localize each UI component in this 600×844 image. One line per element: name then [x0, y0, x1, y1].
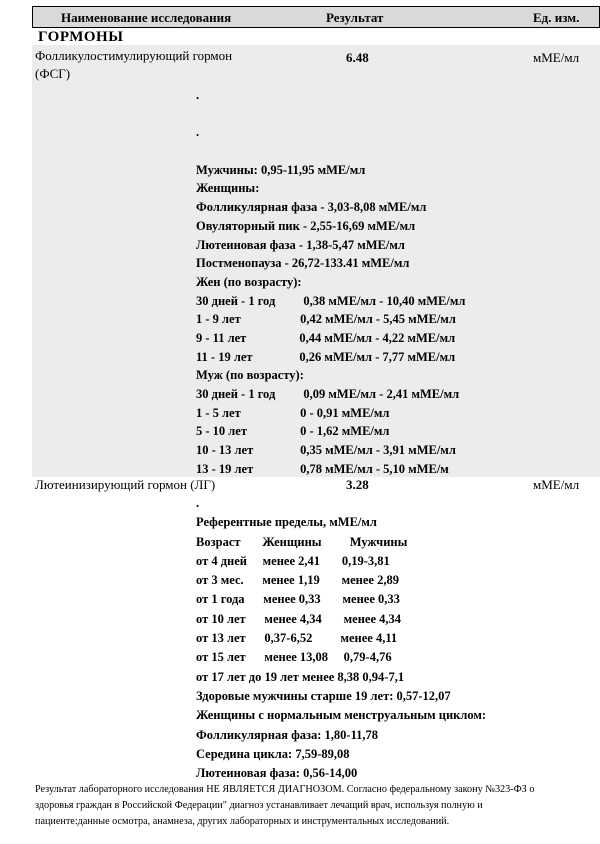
reference-line: Мужчины: 0,95-11,95 мМЕ/мл — [196, 162, 366, 177]
reference-line: 13 - 19 лет 0,78 мМЕ/мл - 5,10 мМЕ/м — [196, 461, 449, 476]
reference-range — [196, 86, 465, 478]
reference-line — [196, 142, 465, 161]
reference-line: Здоровые мужчины старше 19 лет: 0,57-12,07 — [196, 688, 451, 703]
reference-line: 1 - 5 лет 0 - 0,91 мМЕ/мл — [196, 405, 390, 420]
reference-line: 11 - 19 лет 0,26 мМЕ/мл - 7,77 мМЕ/мл — [196, 349, 456, 364]
reference-line: от 4 дней менее 2,41 0,19-3,81 — [196, 553, 390, 568]
test-name — [35, 47, 232, 83]
reference-line: Женщины с нормальным менструальным циклом: — [196, 708, 487, 723]
reference-line: от 17 лет до 19 лет менее 8,38 0,94-7,1 — [196, 669, 405, 684]
reference-line: от 10 лет менее 4,34 менее 4,34 — [196, 611, 402, 626]
reference-line: Женщины: — [196, 181, 260, 196]
column-header-result: Результат — [326, 10, 384, 25]
reference-line: от 13 лет 0,37-6,52 менее 4,11 — [196, 631, 398, 646]
reference-line: 10 - 13 лет 0,35 мМЕ/мл - 3,91 мМЕ/мл — [196, 443, 456, 458]
reference-line: Постменопауза - 26,72-133.41 мМЕ/мл — [196, 256, 410, 271]
reference-line: Возраст Женщины Мужчины — [196, 534, 408, 549]
test-result: 6.48 — [346, 50, 369, 65]
test-name-line: (ФСГ) — [35, 66, 71, 81]
reference-line — [196, 105, 465, 124]
reference-line: 1 - 9 лет 0,42 мМЕ/мл - 5,45 мМЕ/мл — [196, 312, 456, 327]
reference-line: Лютеиновая фаза - 1,38-5,47 мМЕ/мл — [196, 237, 405, 252]
reference-line: Овуляторный пик - 2,55-16,69 мМЕ/мл — [196, 218, 416, 233]
test-unit: мМЕ/мл — [533, 477, 580, 492]
column-header-unit: Ед. изм. — [533, 10, 580, 25]
reference-line: Муж (по возрасту): — [196, 368, 304, 383]
reference-line: 30 дней - 1 год 0,09 мМЕ/мл - 2,41 мМЕ/мл — [196, 387, 460, 401]
reference-line: 9 - 11 лет 0,44 мМЕ/мл - 4,22 мМЕ/мл — [196, 330, 456, 345]
test-result: 3.28 — [346, 477, 369, 492]
column-header-name: Наименование исследования — [61, 10, 232, 25]
reference-line: Фолликулярная фаза - 3,03-8,08 мМЕ/мл — [196, 200, 427, 215]
reference-line: от 1 года менее 0,33 менее 0,33 — [196, 592, 400, 607]
disclaimer-line: здоровья граждан в Российской Федерации" диагноз устанавливает лечащий врач, используя полную и — [35, 799, 483, 811]
disclaimer — [35, 782, 600, 829]
disclaimer-line: пациенте:данные осмотра, анамнеза, других лабораторных и инструментальных исследований. — [35, 815, 450, 827]
test-name: Лютеинизирующий гормон (ЛГ) — [35, 477, 216, 492]
reference-line: . — [196, 88, 200, 102]
reference-line: Референтные пределы, мМЕ/мл — [196, 515, 377, 530]
reference-line: Жен (по возрасту): — [196, 274, 302, 289]
reference-line: Лютеиновая фаза: 0,56-14,00 — [196, 766, 358, 781]
disclaimer-line: Результат лабораторного исследования НЕ ЯВЛЯЕТСЯ ДИАГНОЗОМ. Согласно федеральному закону №323-ФЗ о — [35, 784, 535, 795]
reference-line: . — [196, 125, 200, 140]
table-header — [32, 6, 600, 28]
reference-line: . — [196, 496, 200, 510]
reference-line: Фолликулярная фаза: 1,80-11,78 — [196, 727, 379, 742]
reference-line: 5 - 10 лет 0 - 1,62 мМЕ/мл — [196, 424, 390, 439]
reference-line: от 3 мес. менее 1,19 менее 2,89 — [196, 573, 399, 588]
test-unit: мМЕ/мл — [533, 50, 580, 65]
test-name-line: Фолликулостимулирующий гормон — [35, 48, 233, 63]
section-title: ГОРМОНЫ — [38, 29, 124, 45]
reference-range — [196, 494, 486, 783]
reference-line: от 15 лет менее 13,08 0,79-4,76 — [196, 650, 392, 665]
reference-line: Середина цикла: 7,59-89,08 — [196, 746, 350, 761]
reference-line: 30 дней - 1 год 0,38 мМЕ/мл - 10,40 мМЕ/мл — [196, 293, 466, 308]
